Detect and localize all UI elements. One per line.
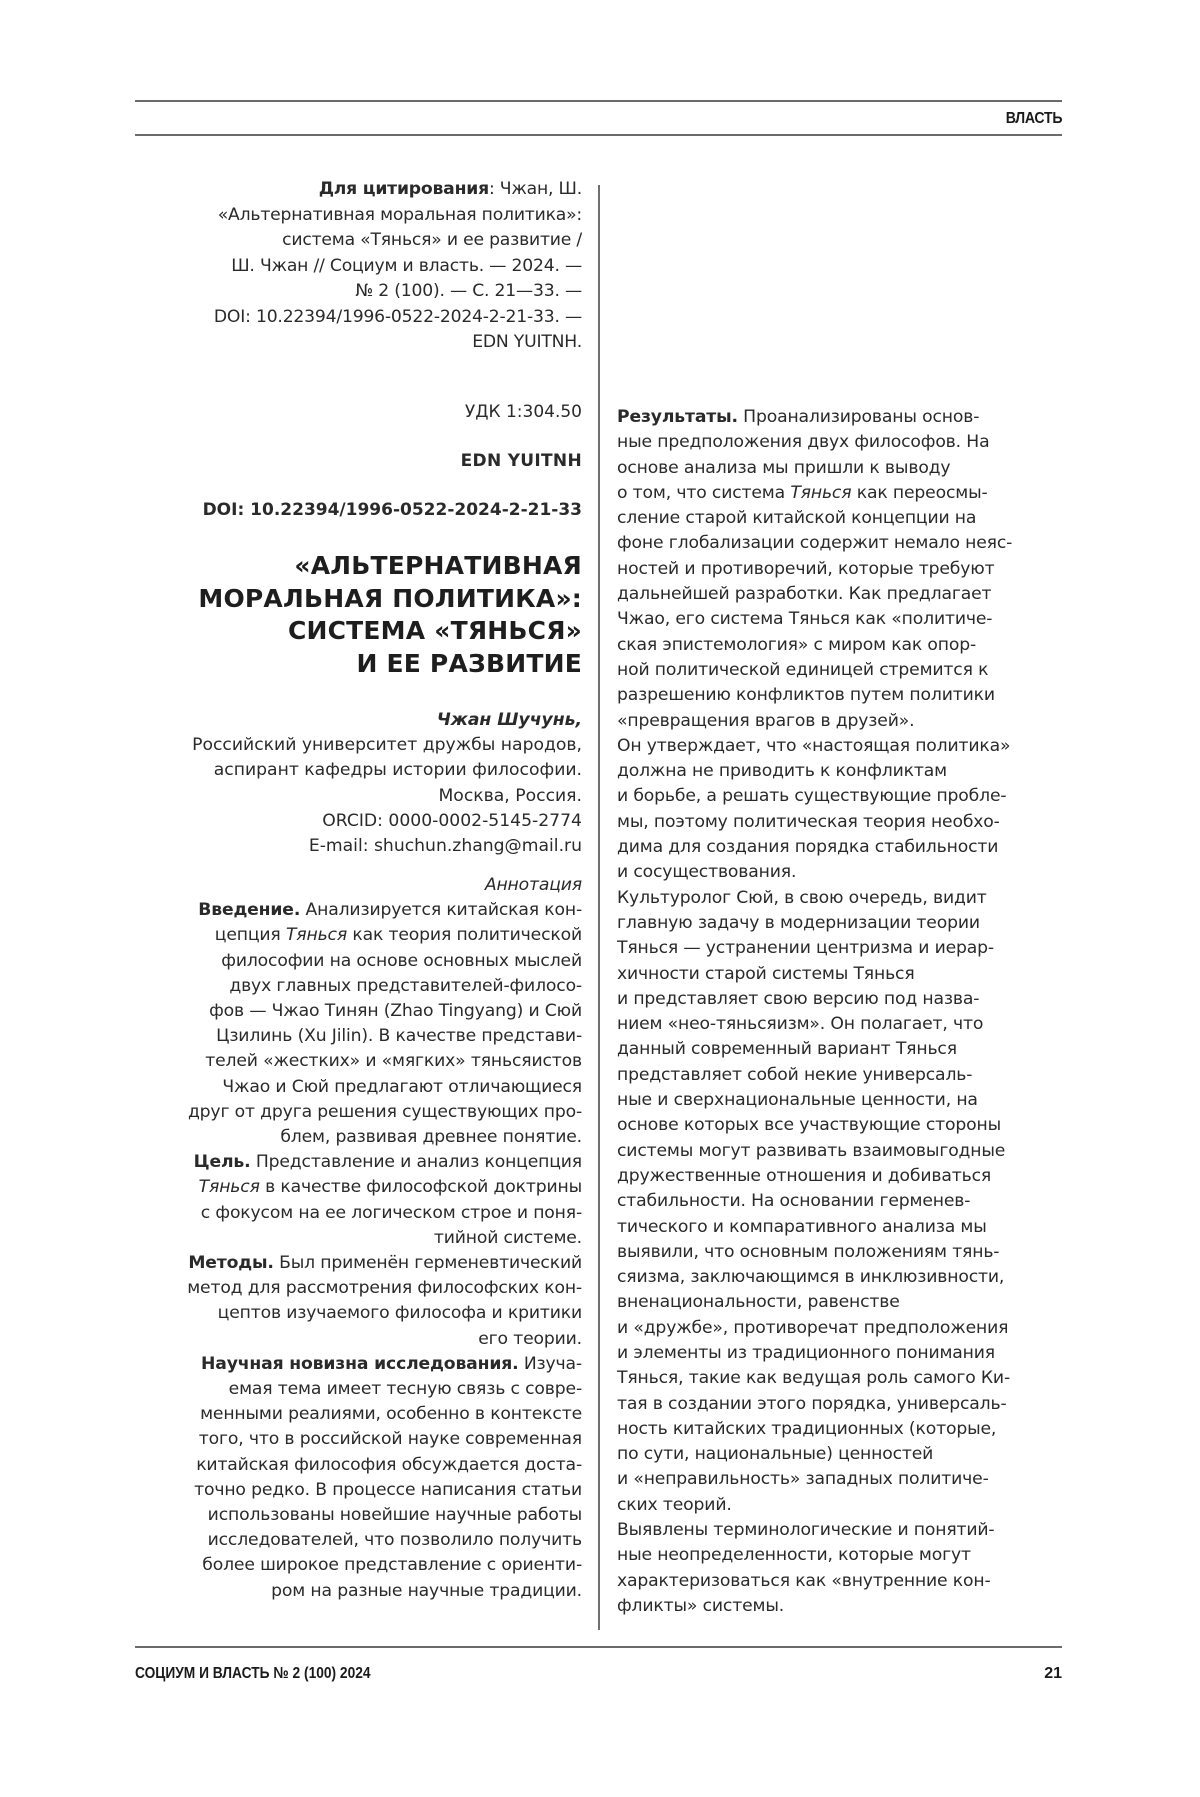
abstract-methods-line: Методы. Был применён герменевтический: [188, 1253, 582, 1274]
results-line: Выявлены терминологические и понятий-: [617, 1520, 995, 1541]
abstract-novelty-line: исследователей, что позволило получить: [207, 1530, 582, 1551]
results-line: и «дружбе», противоречат предположения: [617, 1317, 1009, 1338]
title-line: «АЛЬТЕРНАТИВНАЯ: [294, 551, 582, 580]
results-line: ные предположения двух философов. На: [617, 432, 990, 453]
citation-line: EDN YUITNH.: [472, 332, 582, 352]
edn-code: EDN YUITNH: [460, 451, 582, 471]
results-line: разрешению конфликтов путем политики: [617, 685, 995, 706]
abstract-intro-line: друг от друга решения существующих про-: [187, 1101, 582, 1122]
results-line: Тянься, такие как ведущая роль самого Ки-: [617, 1368, 1010, 1389]
title-line: МОРАЛЬНАЯ ПОЛИТИКА»:: [198, 583, 582, 613]
author-affiliation: Российский университет дружбы народов,: [192, 735, 582, 756]
title-line: СИСТЕМА «ТЯНЬСЯ»: [287, 616, 582, 645]
abstract-intro-line: Чжао и Сюй предлагают отличающиеся: [222, 1076, 582, 1097]
results-line: дружественные отношения и добиваться: [617, 1165, 992, 1186]
results-line: и «неправильность» западных политиче-: [617, 1469, 989, 1490]
novelty-label: Научная новизна исследования.: [201, 1353, 519, 1374]
results-line: ностей и противоречий, которые требуют: [617, 558, 995, 579]
results-line: тая в создании этого порядка, универсаль-: [617, 1393, 1007, 1414]
results-line: Он утверждает, что «настоящая политика»: [617, 735, 1011, 756]
results-line: стабильности. На основании герменев-: [617, 1191, 971, 1212]
results-block: [617, 405, 1062, 1619]
results-label: Результаты.: [617, 407, 738, 427]
results-line: ность китайских традиционных (которые,: [617, 1418, 997, 1439]
results-line: ные неопределенности, которые могут: [617, 1545, 971, 1566]
abstract-block: [135, 873, 582, 1604]
results-line: представляет собой некие универсаль-: [617, 1064, 973, 1085]
results-line: Культуролог Сюй, в свою очередь, видит: [617, 887, 987, 908]
results-line: хичности старой системы Тянься: [617, 963, 915, 984]
abstract-novelty-line: менными реалиями, особенно в контексте: [200, 1404, 582, 1425]
abstract-intro-line: Цзилинь (Xu Jilin). В качестве представи-: [216, 1026, 582, 1047]
abstract-novelty-line: емая тема имеет тесную связь с совре-: [228, 1379, 582, 1400]
citation-line: система «Тянься» и ее развитие /: [282, 230, 582, 250]
results-line: фликты» системы.: [617, 1595, 785, 1616]
author-location: Москва, Россия.: [438, 785, 582, 806]
title-line: И ЕЕ РАЗВИТИЕ: [356, 648, 582, 678]
abstract-intro-line: фов — Чжао Тинян (Zhao Tingyang) и Сюй: [209, 1001, 582, 1022]
column-divider: [598, 185, 600, 1630]
abstract-intro-line: философии на основе основных мыслей: [221, 950, 582, 971]
results-line: дима для создания порядка стабильности: [617, 837, 999, 858]
results-line: тического и компаративного анализа мы: [617, 1216, 987, 1237]
results-line: и сосуществования.: [617, 862, 797, 883]
citation-line: № 2 (100). — С. 21—33. —: [355, 281, 582, 301]
abstract-novelty-line: точно редко. В процессе написания статьи: [194, 1479, 582, 1500]
methods-label: Методы.: [188, 1253, 274, 1274]
results-line: ные и сверхнациональные ценности, на: [617, 1090, 978, 1111]
abstract-methods-line: цептов изучаемого философа и критики: [217, 1303, 582, 1324]
results-line: мы, поэтому политическая теория необхо-: [617, 811, 1000, 832]
results-line: данный современный вариант Тянься: [617, 1039, 957, 1060]
footer-journal-title: СОЦИУМ И ВЛАСТЬ № 2 (100) 2024: [135, 1665, 371, 1682]
results-line: характеризоваться как «внутренние кон-: [617, 1570, 991, 1591]
citation-line: «Альтернативная моральная политика»:: [217, 204, 582, 225]
section-label: ВЛАСТЬ: [1005, 110, 1062, 127]
udk-code: УДК 1:304.50: [464, 402, 582, 422]
page-number: 21: [1044, 1665, 1062, 1682]
abstract-novelty-line: Научная новизна исследования. Изуча-: [201, 1353, 582, 1374]
citation-line: Ш. Чжан // Социум и власть. — 2024. —: [231, 255, 582, 276]
citation-line: DOI: 10.22394/1996-0522-2024-2-21-33. —: [213, 306, 582, 327]
author-orcid: ORCID: 0000-0002-5145-2774: [322, 810, 582, 831]
citation-block: [135, 177, 582, 356]
header-rule-top: [135, 100, 1062, 102]
results-line: сление старой китайской концепции на: [617, 508, 977, 529]
goal-label: Цель.: [193, 1152, 251, 1173]
doi-link[interactable]: DOI: 10.22394/1996-0522-2024-2-21-33: [202, 500, 582, 520]
results-line: Тянься — устранении центризма и иерар-: [617, 938, 994, 959]
article-title: [135, 550, 582, 680]
abstract-methods-line: метод для рассмотрения философских кон-: [187, 1278, 582, 1299]
results-line: и элементы из традиционного понимания: [617, 1342, 995, 1363]
results-line: выявили, что основным положениям тянь-: [617, 1241, 1000, 1262]
footer-rule: [135, 1646, 1062, 1648]
results-line: сяизма, заключающимся в инклюзивности,: [617, 1267, 1005, 1288]
citation-label: Для цитирования: [318, 179, 489, 199]
author-position: аспирант кафедры истории философии.: [213, 760, 582, 781]
abstract-goal-line: с фокусом на ее логическом строе и поня-: [200, 1202, 582, 1223]
results-line: Результаты. Проанализированы основ-: [617, 407, 980, 427]
abstract-novelty-line: более широкое представление с ориенти-: [202, 1555, 582, 1576]
abstract-intro-line: двух главных представителей-филосо-: [229, 975, 582, 996]
abstract-intro-line: цепция Тянься как теория политической: [214, 925, 582, 946]
abstract-heading: Аннотация: [484, 875, 582, 895]
results-line: должна не приводить к конфликтам: [617, 761, 947, 782]
results-line: по сути, национальные) ценностей: [617, 1444, 934, 1465]
abstract-intro-line: блем, развивая древнее понятие.: [280, 1127, 582, 1148]
results-line: основе которых все участвующие стороны: [617, 1115, 1002, 1136]
abstract-intro-line: телей «жестких» и «мягких» тяньсяистов: [205, 1051, 582, 1072]
results-line: и представляет свою версию под назва-: [617, 988, 980, 1009]
results-line: вненациональности, равенстве: [617, 1292, 900, 1313]
results-line: фоне глобализации содержит немало неяс-: [617, 533, 1013, 554]
abstract-methods-line: его теории.: [478, 1328, 582, 1349]
abstract-novelty-line: ром на разные научные традиции.: [271, 1580, 582, 1601]
results-line: системы могут развивать взаимовыгодные: [617, 1140, 1006, 1161]
results-line: основе анализа мы пришли к выводу: [617, 457, 951, 478]
citation-line: Для цитирования: Чжан, Ш.: [318, 179, 582, 199]
author-email[interactable]: E-mail: shuchun.zhang@mail.ru: [308, 836, 582, 857]
abstract-goal-line: Цель. Представление и анализ концепция: [193, 1152, 582, 1173]
abstract-novelty-line: использованы новейшие научные работы: [207, 1505, 582, 1526]
results-line: о том, что система Тянься как переосмы-: [617, 482, 988, 503]
results-line: и борьбе, а решать существующие пробле-: [617, 786, 1007, 807]
abstract-novelty-line: китайская философия обсуждается доста-: [196, 1454, 582, 1475]
results-line: Чжао, его система Тянься как «политиче-: [617, 609, 993, 630]
results-line: дальнейшей разработки. Как предлагает: [617, 584, 992, 605]
results-line: «превращения врагов в друзей».: [617, 710, 915, 731]
intro-label: Введение.: [198, 900, 301, 921]
abstract-intro-line: Введение. Анализируется китайская кон-: [198, 900, 582, 921]
header-rule-bottom: [135, 134, 1062, 136]
results-line: ская эпистемология» с миром как опор-: [617, 634, 977, 655]
results-line: ной политической единицей стремится к: [617, 659, 989, 680]
results-line: главную задачу в модернизации теории: [617, 912, 980, 933]
results-line: ских теорий.: [617, 1494, 732, 1515]
author-block: [135, 708, 582, 859]
abstract-goal-line: Тянься в качестве философской доктрины: [198, 1177, 582, 1198]
results-line: нием «нео-тяньсяизм». Он полагает, что: [617, 1014, 984, 1035]
author-name: Чжан Шучунь,: [436, 710, 582, 730]
abstract-novelty-line: того, что в российской науке современная: [198, 1429, 582, 1450]
abstract-goal-line: тийной системе.: [433, 1227, 582, 1248]
